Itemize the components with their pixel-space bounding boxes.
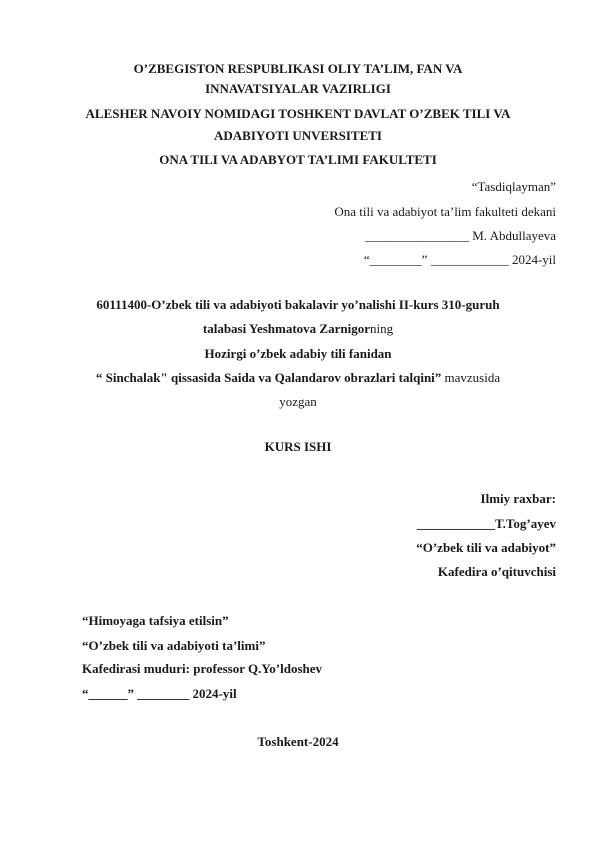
approval-signature: ________________ M. Abdullayeva <box>364 228 556 243</box>
document-type: KURS ISHI <box>264 439 332 454</box>
approval-date: “________” ____________ 2024-yil <box>363 252 556 267</box>
approval-position: Ona tili va adabiyot ta’lim fakulteti dekani <box>334 204 556 219</box>
defense-date: “______” ________ 2024-yil <box>82 686 237 701</box>
description-line2 <box>0 321 596 337</box>
supervisor-label: Ilmiy raxbar: <box>480 491 556 506</box>
description-topic <box>0 370 596 386</box>
description-line5: yozgan <box>279 394 317 409</box>
student-name: talabasi Yeshmatova Zarnigor <box>202 321 370 336</box>
topic-suffix: mavzusida <box>441 370 501 385</box>
footer-city-year: Toshkent-2024 <box>257 734 339 749</box>
header-ministry-line2: INNAVATSIYALAR VAZIRLIGI <box>205 81 391 96</box>
header-ministry-line1: O’ZBEGISTON RESPUBLIKASI OLIY TA’LIM, FAN VA <box>133 61 463 76</box>
header-university-line1: ALESHER NAVOIY NOMIDAGI TOSHKENT DAVLAT O’ZBEK TILI VA <box>85 106 511 121</box>
supervisor-name: ____________T.Tog’ayev <box>416 516 556 531</box>
topic-title: “ Sinchalak" qissasida Saida va Qalandarov obrazlari talqini” <box>95 370 442 385</box>
defense-recommendation: “Himoyaga tafsiya etilsin” <box>82 613 229 628</box>
student-name-suffix: ning <box>369 321 394 336</box>
header-faculty: ONA TILI VA ADABYOT TA’LIMI FAKULTETI <box>159 152 437 167</box>
approval-title: “Tasdiqlayman” <box>471 179 556 194</box>
defense-department: “O’zbek tili va adabiyoti ta’limi” <box>82 638 266 653</box>
supervisor-department: “O’zbek tili va adabiyot” <box>416 540 556 555</box>
description-subject: Hozirgi o’zbek adabiy tili fanidan <box>204 346 392 361</box>
description-line1: 60111400-O’zbek tili va adabiyoti bakalavir yo’nalishi II-kurs 310-guruh <box>96 297 500 312</box>
supervisor-role: Kafedira o’qituvchisi <box>437 564 556 579</box>
header-university-line2: ADABIYOTI UNVERSITETI <box>214 128 382 143</box>
defense-head: Kafedirasi muduri: professor Q.Yo’ldoshev <box>82 661 323 676</box>
